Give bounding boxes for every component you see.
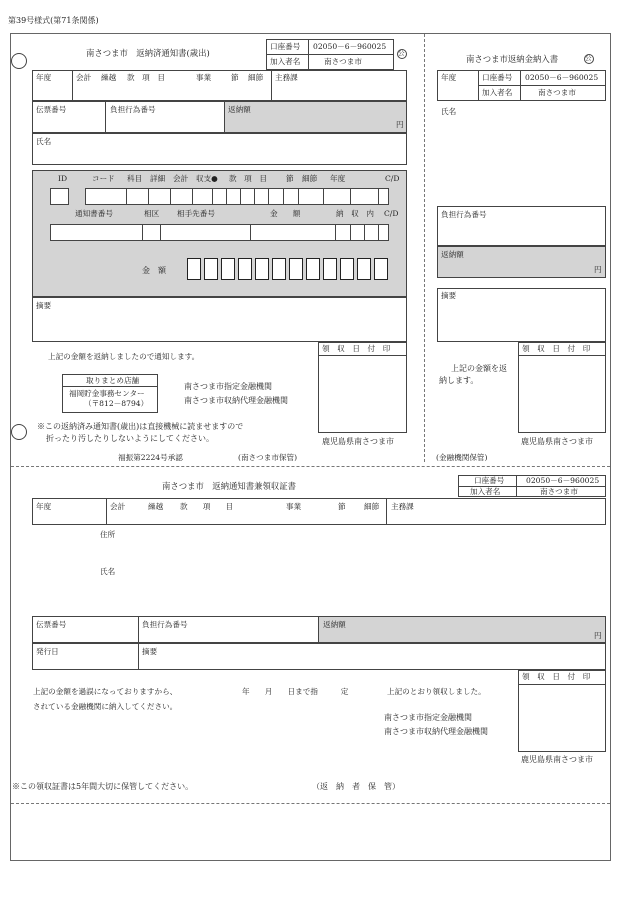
receipt-futan: 負担行為番号 bbox=[441, 210, 487, 219]
kingaku-digit bbox=[238, 258, 252, 280]
notice-yen: 円 bbox=[396, 120, 404, 129]
bottom-futan: 負担行為番号 bbox=[142, 620, 188, 629]
code-kanko: 款 項 目 bbox=[229, 174, 267, 183]
notice-tekiyo: 摘要 bbox=[36, 301, 52, 310]
notice-kurikoshi: 繰越 bbox=[101, 73, 117, 82]
code-aiku: 相区 bbox=[144, 209, 160, 218]
notice-shimei: 氏名 bbox=[36, 137, 52, 146]
form-label: 第39号様式(第71条関係) bbox=[8, 16, 99, 25]
notice-message: 上記の金額を返納しましたので通知します。 bbox=[48, 352, 200, 361]
notice-title: 南さつま市 返納済通知書(歳出) bbox=[86, 48, 210, 58]
code-tsuchi: 通知書番号 bbox=[75, 209, 113, 218]
bottom-henno: 返納額 bbox=[323, 620, 346, 629]
perforation-bottom bbox=[11, 803, 610, 804]
agency-2: 南さつま市収納代理金融機関 bbox=[184, 396, 288, 405]
code-code: コード bbox=[92, 174, 115, 183]
bottom-jigyo: 事業 bbox=[286, 502, 302, 511]
notice-shimei-box bbox=[32, 133, 407, 165]
notice-nendo: 年度 bbox=[36, 73, 52, 82]
receipt-henno: 返納額 bbox=[441, 250, 464, 259]
receipt-stamp-footer: 鹿児島県南さつま市 bbox=[521, 437, 593, 446]
punch-hole-top bbox=[11, 53, 27, 69]
bottom-msg-date: 年 月 日まで指 定 bbox=[242, 687, 349, 696]
notice-stamp-header: 領 収 日 付 印 bbox=[322, 344, 391, 353]
warn-1: ※この返納済み通知書(歳出)は直接機械に読ませますので bbox=[37, 422, 244, 431]
kingaku-digit bbox=[187, 258, 201, 280]
kingaku-digit bbox=[272, 258, 286, 280]
kingaku-label: 金 額 bbox=[142, 266, 166, 275]
notice-kaikei: 会計 bbox=[76, 73, 92, 82]
receipt-shimei: 氏名 bbox=[441, 107, 457, 116]
account-no-value: 02050－6－960025 bbox=[313, 42, 387, 51]
warn-2: 折ったり汚したりしないようにしてください。 bbox=[46, 434, 214, 443]
bottom-yen: 円 bbox=[594, 631, 602, 640]
code-aite: 相手先番号 bbox=[177, 209, 215, 218]
code-nendo: 年度 bbox=[330, 174, 346, 183]
code-saisetsu: 細節 bbox=[302, 174, 318, 183]
bottom-msg-right: 上記のとおり領収しました。 bbox=[387, 687, 486, 696]
kingaku-digit bbox=[255, 258, 269, 280]
perforation-horizontal bbox=[11, 466, 610, 467]
kingaku-digit bbox=[289, 258, 303, 280]
kingaku-digit bbox=[340, 258, 354, 280]
agency-1: 南さつま市指定金融機関 bbox=[184, 382, 272, 391]
bottom-stamp-header: 領 収 日 付 印 bbox=[522, 672, 591, 681]
code-setsu: 節 bbox=[286, 174, 294, 183]
store-label: 取りまとめ店舗 bbox=[86, 376, 140, 385]
bottom-kaikei: 会計 bbox=[110, 502, 126, 511]
bottom-no-label: 口座番号 bbox=[474, 476, 505, 485]
code-id: ID bbox=[58, 174, 68, 183]
receipt-msg2: 納します。 bbox=[439, 376, 479, 385]
code-box-id bbox=[50, 188, 69, 205]
code-shushi: 収支● bbox=[196, 174, 218, 183]
notice-stamp-footer: 鹿児島県南さつま市 bbox=[322, 437, 394, 446]
notice-henno: 返納額 bbox=[228, 105, 251, 114]
code-cd2: C/D bbox=[384, 209, 399, 218]
notice-tekiyo-box bbox=[32, 297, 407, 342]
approval: 福振第2224号承認 bbox=[118, 453, 183, 462]
kingaku-digit bbox=[374, 258, 388, 280]
seal-mark: 公 bbox=[398, 49, 405, 57]
bottom-tekiyo: 摘要 bbox=[142, 647, 158, 656]
receipt-yen: 円 bbox=[594, 265, 602, 274]
bottom-setsu: 節 bbox=[338, 502, 346, 511]
receipt-holder-label: 加入者名 bbox=[482, 88, 513, 97]
account-no-label: 口座番号 bbox=[270, 42, 301, 51]
bottom-title: 南さつま市 返納通知書兼領収証書 bbox=[162, 481, 296, 491]
bottom-agency-1: 南さつま市指定金融機関 bbox=[384, 713, 472, 722]
code-kamoku: 科目 bbox=[127, 174, 143, 183]
bottom-agency-2: 南さつま市収納代理金融機関 bbox=[384, 727, 488, 736]
notice-kanko: 款 項 目 bbox=[127, 73, 165, 82]
bottom-row3 bbox=[32, 643, 606, 670]
bottom-stamp-footer: 鹿児島県南さつま市 bbox=[521, 755, 593, 764]
receipt-no-label: 口座番号 bbox=[482, 73, 513, 82]
code-cd: C/D bbox=[385, 174, 400, 183]
code-kingaku: 金 額 bbox=[270, 209, 301, 218]
bottom-keep: （返 納 者 保 管） bbox=[312, 782, 400, 791]
code-boxes bbox=[85, 188, 389, 205]
notice-setsu: 節 bbox=[231, 73, 239, 82]
notice-keep: (南さつま市保管) bbox=[238, 453, 298, 462]
receipt-tekiyo: 摘要 bbox=[441, 291, 457, 300]
code-nonyu: 納 収 内 bbox=[336, 209, 374, 218]
bottom-nendo: 年度 bbox=[36, 502, 52, 511]
bottom-no-value: 02050－6－960025 bbox=[526, 476, 600, 485]
receipt-holder-value: 南さつま市 bbox=[538, 88, 576, 97]
bottom-jusho: 住所 bbox=[100, 530, 116, 539]
bottom-kurikoshi: 繰越 bbox=[148, 502, 164, 511]
bottom-kanko: 款 項 目 bbox=[180, 502, 234, 511]
bottom-stamp-box bbox=[518, 670, 606, 752]
perforation-vertical bbox=[424, 34, 425, 462]
code-shosai: 詳細 bbox=[150, 174, 166, 183]
bottom-denpyo: 伝票番号 bbox=[36, 620, 67, 629]
kingaku-digit bbox=[204, 258, 218, 280]
notice-shumuka: 主務課 bbox=[275, 73, 298, 82]
notice-saisetsu: 細節 bbox=[248, 73, 264, 82]
kingaku-digit bbox=[357, 258, 371, 280]
code-boxes-2 bbox=[50, 224, 389, 241]
store-zip: （〒812－8794） bbox=[84, 399, 149, 408]
receipt-tekiyo-box bbox=[437, 288, 606, 342]
account-holder-value: 南さつま市 bbox=[324, 57, 362, 66]
bottom-msg-left1: 上記の金額を過誤になっておりますから、 bbox=[33, 687, 178, 696]
kingaku-digit bbox=[221, 258, 235, 280]
account-holder-label: 加入者名 bbox=[270, 57, 301, 66]
bottom-msg-left2: されている金融機関に納入してください。 bbox=[33, 702, 178, 711]
notice-futan: 負担行為番号 bbox=[110, 105, 156, 114]
receipt-no-value: 02050－6－960025 bbox=[525, 73, 599, 82]
receipt-seal: 公 bbox=[585, 54, 592, 62]
store-name: 福岡貯金事務センター bbox=[69, 389, 145, 398]
bottom-holder-value: 南さつま市 bbox=[540, 487, 578, 496]
bottom-saisetsu: 細節 bbox=[364, 502, 380, 511]
kingaku-digit bbox=[323, 258, 337, 280]
kingaku-digit bbox=[306, 258, 320, 280]
bottom-holder-label: 加入者名 bbox=[470, 487, 501, 496]
receipt-title: 南さつま市返納金納入書 bbox=[466, 54, 559, 64]
punch-hole-middle bbox=[11, 424, 27, 440]
bottom-shumuka: 主務課 bbox=[391, 502, 414, 511]
bottom-note: ※この領収証書は5年間大切に保管してください。 bbox=[12, 782, 194, 791]
notice-jigyo: 事業 bbox=[196, 73, 212, 82]
receipt-nendo: 年度 bbox=[441, 73, 457, 82]
receipt-msg1: 上記の金額を返 bbox=[451, 364, 507, 373]
bottom-hakko: 発行日 bbox=[36, 647, 59, 656]
bottom-shimei: 氏名 bbox=[100, 567, 116, 576]
receipt-keep: (金融機関保管) bbox=[436, 453, 488, 462]
code-kaikei: 会計 bbox=[173, 174, 189, 183]
receipt-stamp-header: 領 収 日 付 印 bbox=[522, 344, 591, 353]
notice-denpyo: 伝票番号 bbox=[36, 105, 67, 114]
